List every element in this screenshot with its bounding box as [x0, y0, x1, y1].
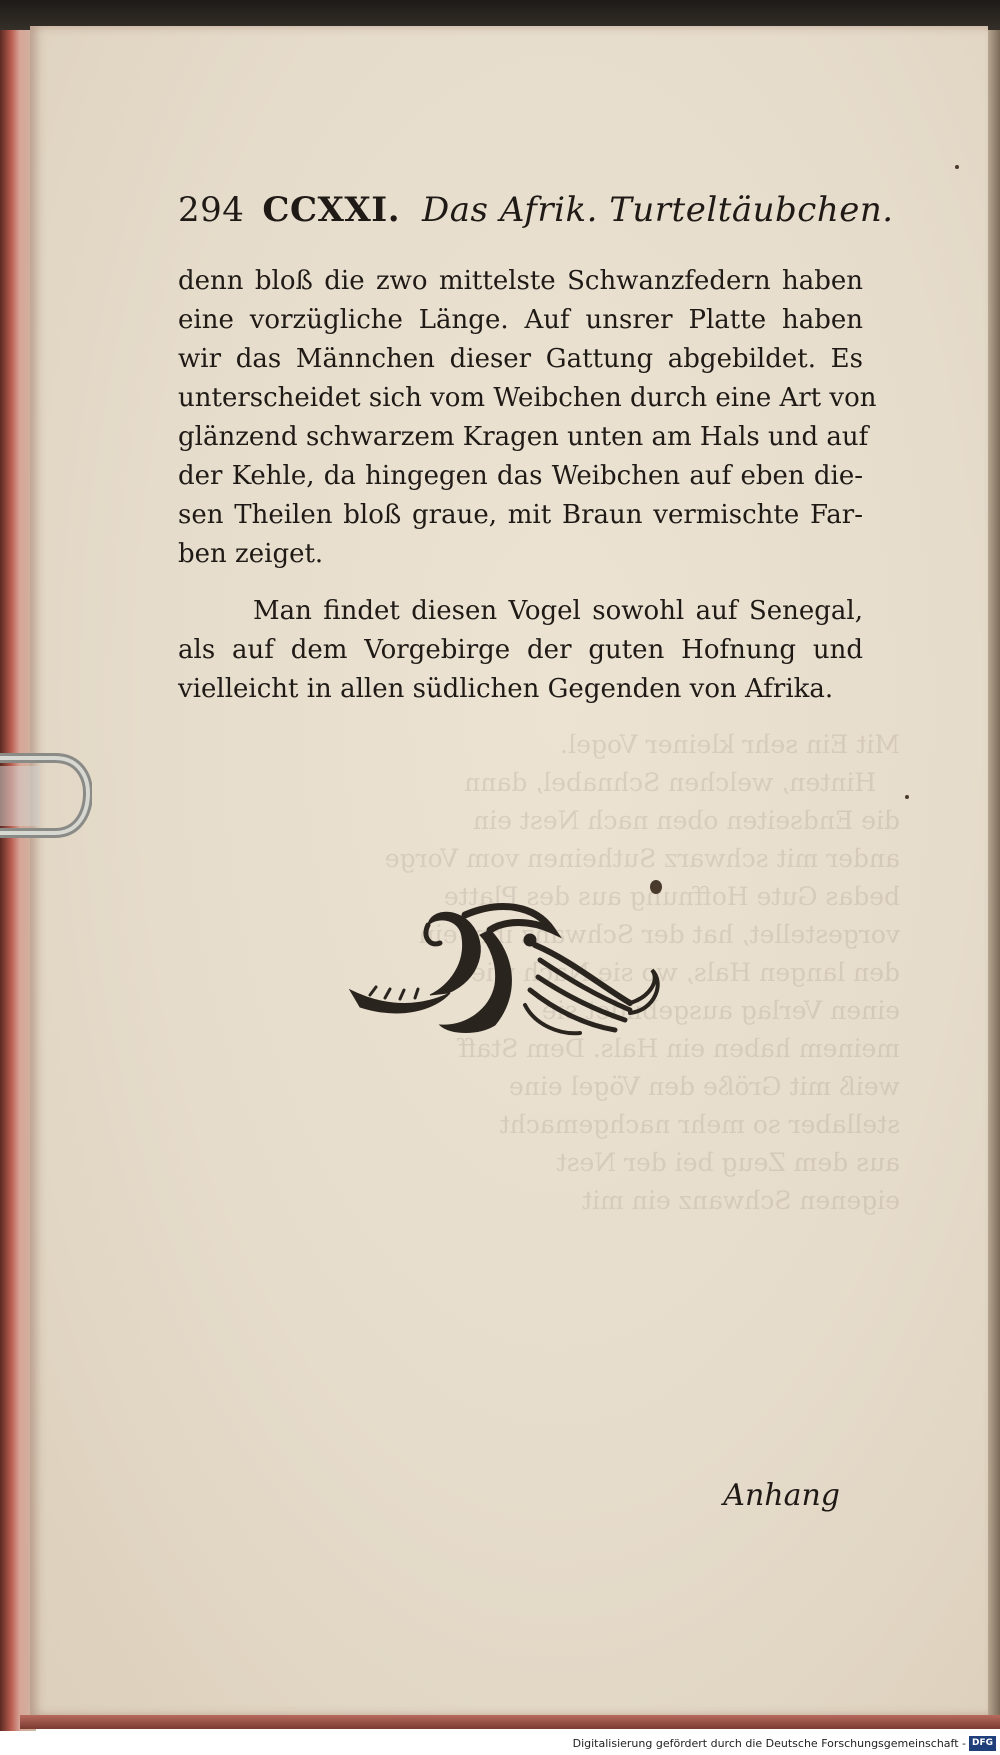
page-clip [0, 738, 92, 848]
text-line: eine vorzügliche Länge. Auf unsrer Platte haben [178, 305, 863, 335]
text-line: ben zeiget. [178, 539, 324, 569]
ink-speck [905, 795, 909, 799]
text-line: sen Theilen bloß graue, mit Braun vermischte Far- [178, 500, 863, 530]
running-title: Das Afrik. Turteltäubchen. [422, 190, 894, 230]
footer-credit: Digitalisierung gefördert durch die Deutsche Forschungsgemeinschaft - [572, 1737, 966, 1750]
dfg-logo: DFG [969, 1736, 996, 1751]
text-line: vielleicht in allen südlichen Gegenden von Afrika. [178, 674, 834, 704]
text-line: der Kehle, da hingegen das Weibchen auf eben die- [178, 461, 863, 491]
ink-speck [955, 165, 959, 169]
paragraph-1 [178, 262, 877, 574]
page-number: 294 [178, 190, 245, 230]
book-edge-bottom [20, 1715, 1000, 1729]
running-header [178, 190, 894, 230]
chapter-number: CCXXI. [262, 190, 401, 230]
text-line: glänzend schwarzem Kragen unten am Hals und auf [178, 422, 869, 452]
paragraph-2 [178, 592, 863, 709]
ink-speck [650, 880, 662, 894]
text-line: als auf dem Vorgebirge der guten Hofnung und [178, 635, 863, 665]
ornament-vignette [330, 885, 690, 1045]
text-line: unterscheidet sich vom Weibchen durch eine Art von [178, 383, 877, 413]
text-line: Man findet diesen Vogel sowohl auf Senegal, [253, 596, 863, 626]
digitization-footer [0, 1731, 1000, 1755]
text-line: denn bloß die zwo mittelste Schwanzfedern haben [178, 266, 863, 296]
text-line: wir das Männchen dieser Gattung abgebildet. Es [178, 344, 863, 374]
catchword: Anhang [723, 1478, 840, 1513]
show-through-text: Mit Ein sehr kleiner Vogel. Hinten, welchen Schnabel, dann die Endseiten oben nach Nest ein ander mit schwarz Sutheinen vom Vorge bedas Gute Hoffnung aus des Platte vorgestellet, hat der Schwanz ein den langen Hals, wo sie Nach wie einen Verlag ausgebildet sie meinem haben ein Hals. Dem Staff weiß mit Größe den Vögel eine stellaber so mehr nachgemacht aus dem Zeug bei der Nest eigenen Schwanz ein mit [384, 730, 900, 1215]
